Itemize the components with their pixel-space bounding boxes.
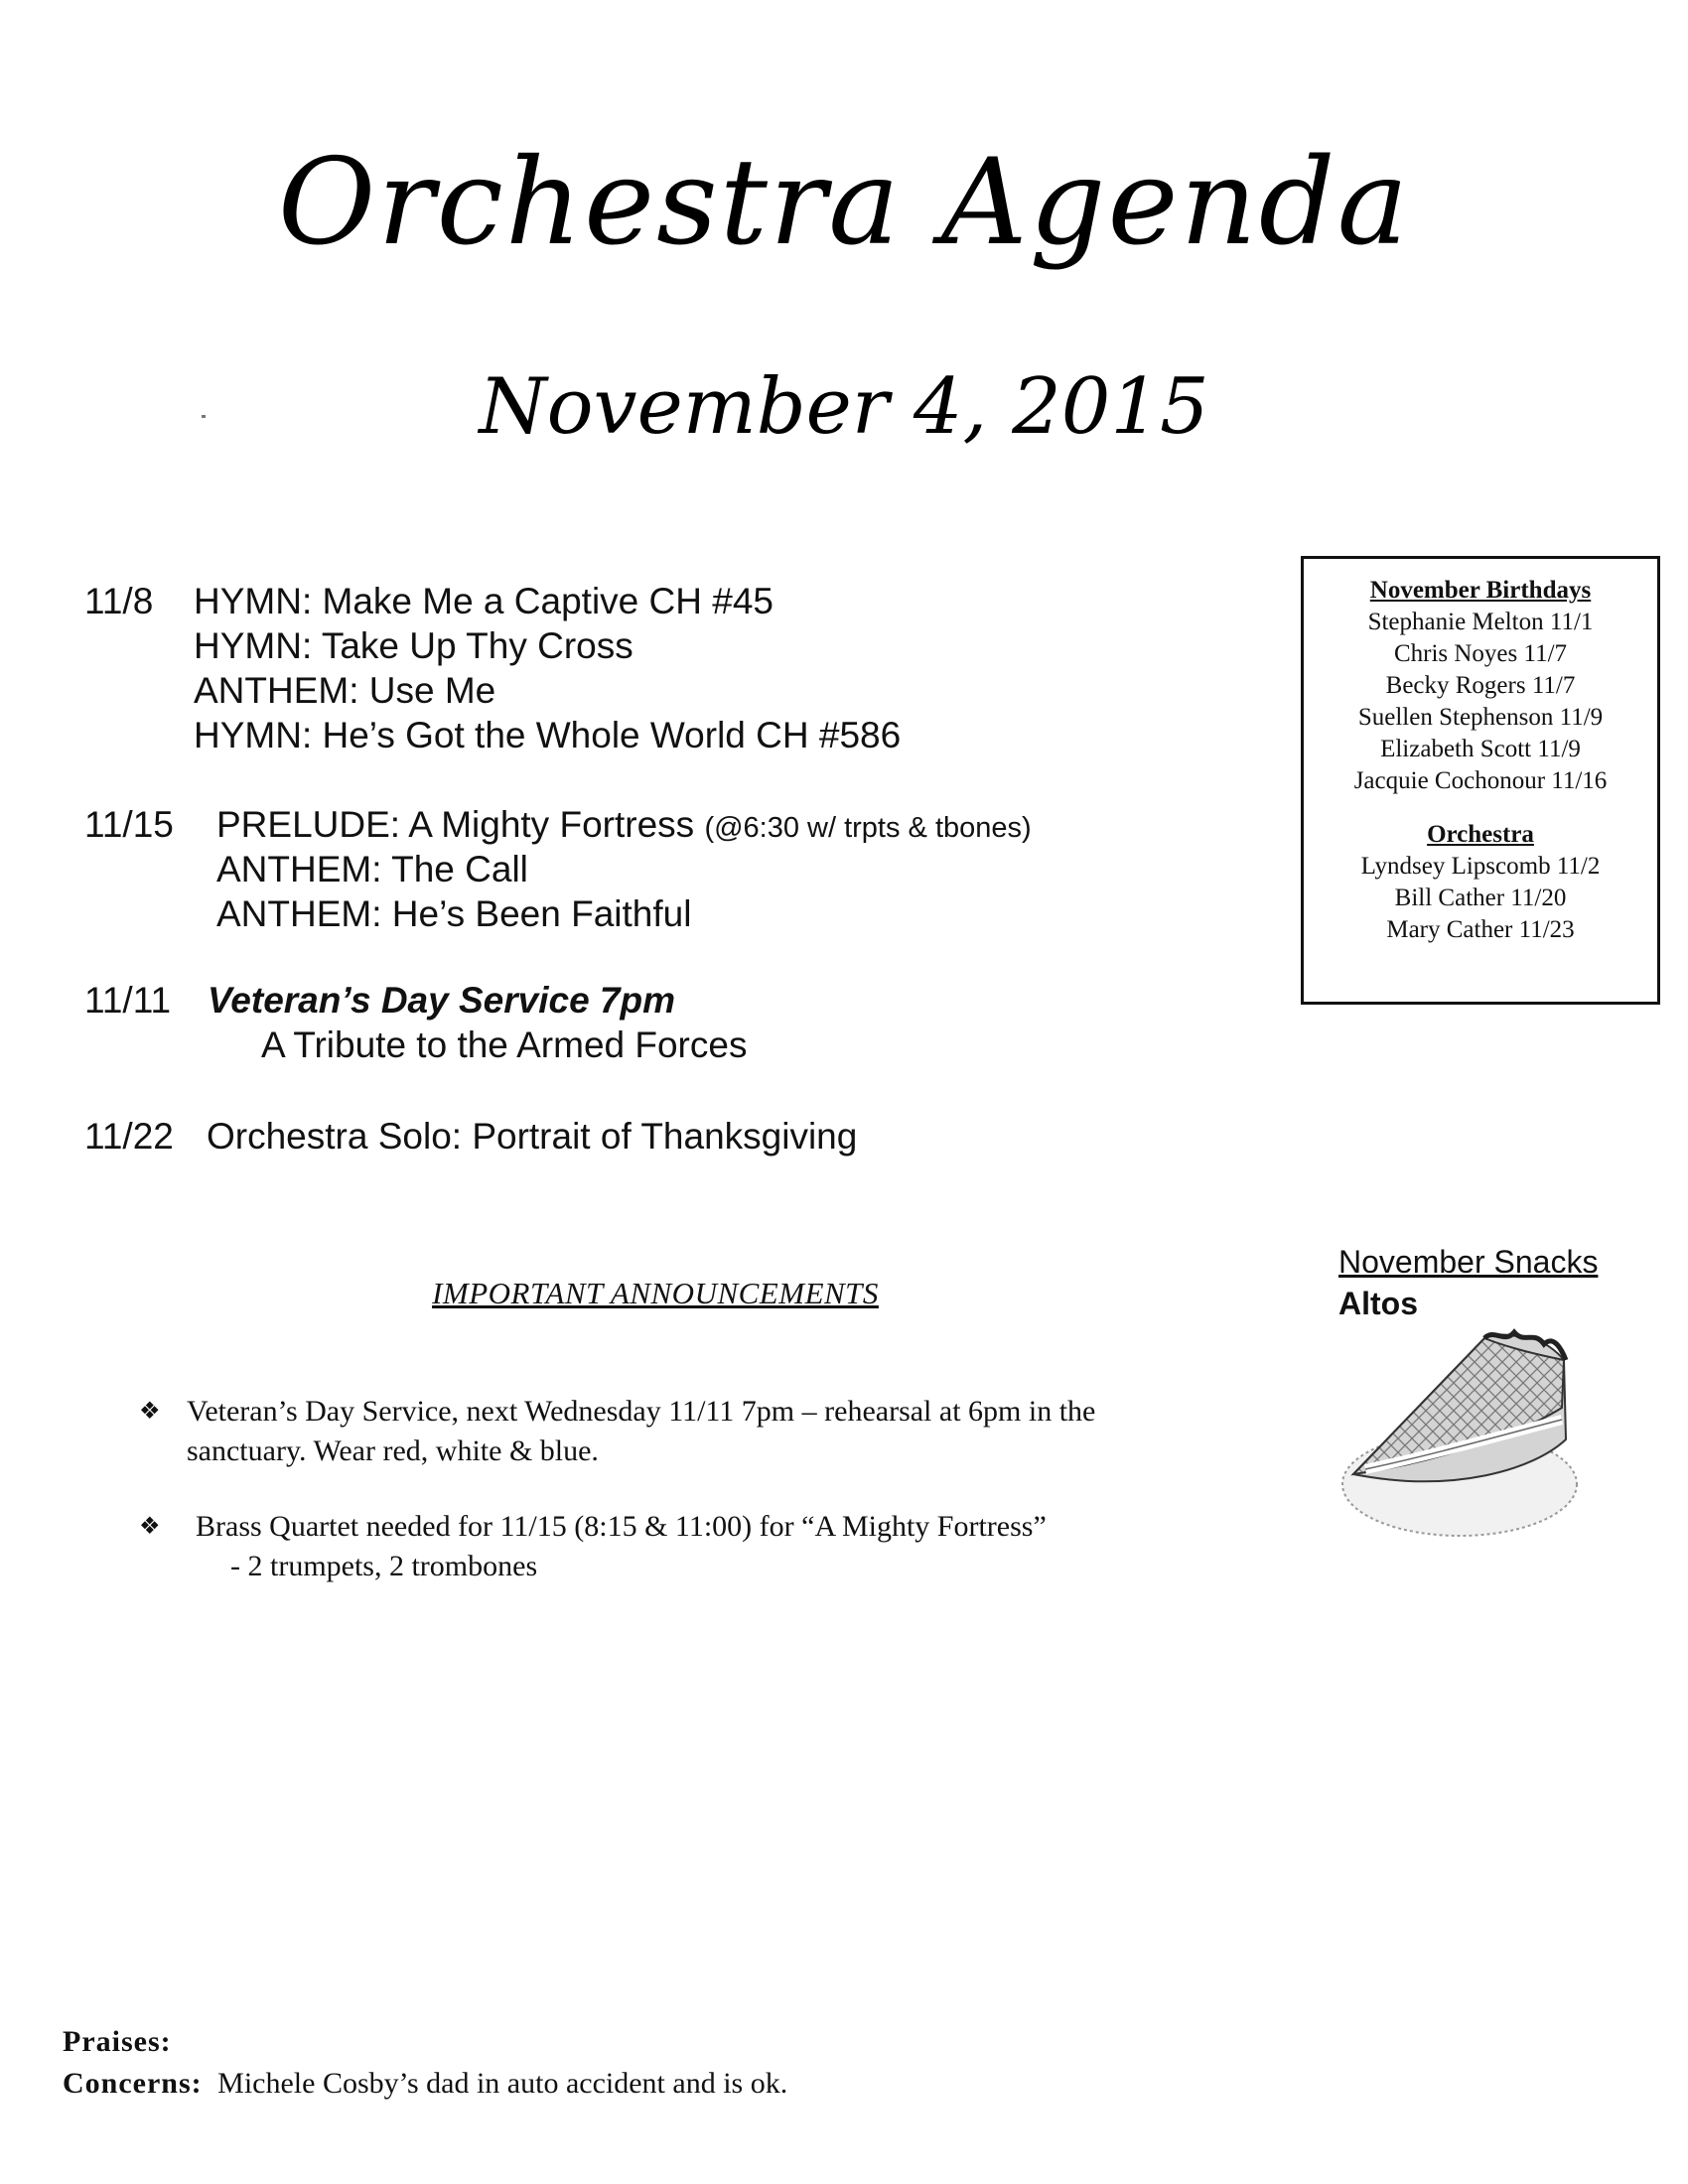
scan-speck bbox=[202, 415, 206, 418]
schedule-entry-11-8 bbox=[84, 579, 1077, 767]
birthdays-box bbox=[1301, 556, 1660, 1005]
birthday-item: Suellen Stephenson 11/9 bbox=[1357, 704, 1604, 731]
schedule-line bbox=[216, 802, 1032, 851]
birthday-item: Elizabeth Scott 11/9 bbox=[1380, 736, 1581, 762]
announcement-line: - 2 trumpets, 2 trombones bbox=[230, 1550, 538, 1582]
birthday-item: Bill Cather 11/20 bbox=[1394, 885, 1567, 911]
prelude-label: PRELUDE: A Mighty Fortress bbox=[216, 804, 695, 845]
snacks-section bbox=[1338, 1241, 1598, 1324]
diamond-bullet-icon: ❖ bbox=[139, 1514, 161, 1540]
birthday-item: Becky Rogers 11/7 bbox=[1385, 672, 1576, 699]
announcement-line: sanctuary. Wear red, white & blue. bbox=[187, 1434, 599, 1467]
schedule-date: 11/8 bbox=[84, 581, 154, 621]
schedule-date: 11/11 bbox=[84, 980, 172, 1021]
diamond-bullet-icon: ❖ bbox=[139, 1399, 161, 1425]
birthday-item: Stephanie Melton 11/1 bbox=[1367, 609, 1594, 635]
schedule-date: 11/15 bbox=[84, 804, 174, 845]
announcement-line: Veteran’s Day Service, next Wednesday 11/11 7pm – rehearsal at 6pm in the bbox=[187, 1395, 1096, 1428]
prelude-note: (@6:30 w/ trpts & tbones) bbox=[704, 812, 1032, 844]
schedule-entry-11-22 bbox=[84, 1114, 1077, 1163]
event-title: Veteran’s Day Service 7pm bbox=[208, 980, 676, 1021]
schedule-line: HYMN: Take Up Thy Cross bbox=[194, 625, 633, 666]
snacks-heading: November Snacks bbox=[1338, 1244, 1599, 1280]
pie-slice-icon bbox=[1336, 1320, 1594, 1549]
page-title: Orchestra Agenda bbox=[277, 134, 1411, 272]
announcement-line: Brass Quartet needed for 11/15 (8:15 & 11:00) for “A Mighty Fortress” bbox=[196, 1510, 1047, 1543]
schedule-line: HYMN: He’s Got the Whole World CH #586 bbox=[194, 715, 902, 755]
birthdays-heading: November Birthdays bbox=[1369, 577, 1592, 604]
birthday-item: Chris Noyes 11/7 bbox=[1393, 640, 1568, 667]
announcement-item bbox=[139, 1507, 1281, 1591]
announcement-item bbox=[139, 1392, 1281, 1476]
schedule-line: HYMN: Make Me a Captive CH #45 bbox=[194, 581, 774, 621]
concerns-text: Michele Cosby’s dad in auto accident and is ok. bbox=[217, 2067, 788, 2100]
birthday-item: Jacquie Cochonour 11/16 bbox=[1353, 767, 1608, 794]
schedule-entry-11-11 bbox=[84, 978, 1077, 1072]
birthday-item: Mary Cather 11/23 bbox=[1386, 916, 1575, 943]
concerns-label: Concerns: bbox=[63, 2067, 203, 2100]
praises-label: Praises: bbox=[63, 2025, 172, 2058]
schedule-line: ANTHEM: He’s Been Faithful bbox=[216, 893, 692, 934]
orchestra-birthdays-heading: Orchestra bbox=[1427, 821, 1534, 848]
schedule-date: 11/22 bbox=[84, 1116, 174, 1157]
schedule-line: Orchestra Solo: Portrait of Thanksgiving bbox=[207, 1116, 858, 1157]
announcements-title: IMPORTANT ANNOUNCEMENTS bbox=[432, 1276, 879, 1310]
snacks-group: Altos bbox=[1338, 1286, 1418, 1321]
birthday-item: Lyndsey Lipscomb 11/2 bbox=[1360, 853, 1601, 880]
event-subtitle: A Tribute to the Armed Forces bbox=[261, 1024, 748, 1065]
agenda-date: November 4, 2015 bbox=[479, 362, 1209, 452]
praises-row bbox=[63, 2025, 172, 2059]
schedule-entry-11-15 bbox=[84, 802, 1177, 941]
concerns-row bbox=[63, 2067, 787, 2101]
schedule-line: ANTHEM: Use Me bbox=[194, 670, 496, 711]
schedule-line: ANTHEM: The Call bbox=[216, 849, 528, 889]
